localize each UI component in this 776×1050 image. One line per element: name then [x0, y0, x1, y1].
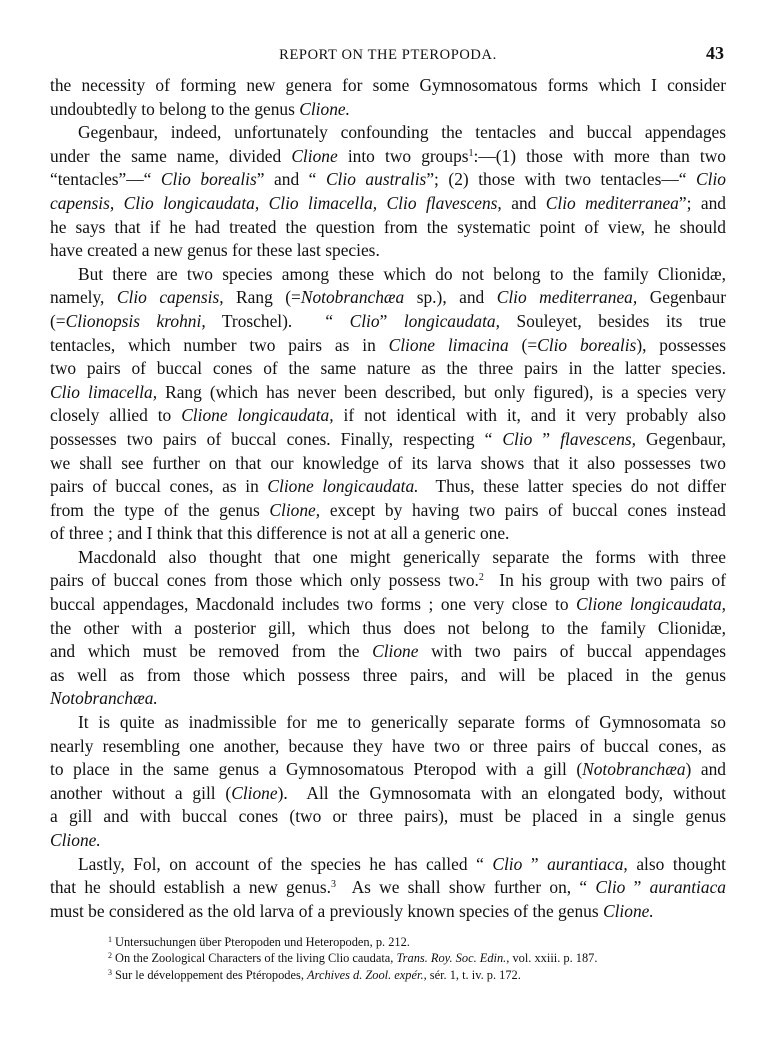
text-run: under the same name, divided [50, 145, 292, 166]
italic-text: Clione. [50, 830, 101, 850]
italic-text: Clio [492, 853, 523, 874]
text-run: ” [379, 310, 404, 331]
page-number: 43 [706, 43, 724, 63]
text-line [50, 404, 726, 428]
italic-text: Clio limacella, [50, 381, 158, 402]
footnote-marker: 1 [108, 935, 112, 944]
text-run: ” [625, 877, 650, 898]
text-line [50, 711, 726, 735]
italic-text: Clio borealis [537, 334, 637, 355]
text-line [50, 758, 726, 782]
italic-text: Clione longicaudata. [267, 476, 419, 497]
footnote-marker: 3 [108, 967, 112, 977]
text-line [50, 687, 726, 711]
text-run: if not identical with it, and it very probably also [333, 405, 726, 426]
text-line [50, 499, 726, 523]
text-run: Souleyet, besides its true [499, 310, 726, 331]
text-run: ), possesses [636, 334, 726, 355]
text-run: pairs of buccal cones from those which only possess two. [50, 570, 479, 591]
text-line [50, 640, 726, 664]
text-run: It is quite as inadmissible for me to generically separate forms of Gymnosomata so [78, 712, 726, 733]
text-run: , vol. xxiii. p. 187. [506, 951, 598, 966]
paragraph [50, 853, 726, 924]
italic-text: Clionopsis krohni, [65, 310, 206, 331]
text-run: closely allied to [50, 405, 182, 426]
text-line [50, 522, 726, 546]
italic-text: Clio [349, 310, 380, 331]
text-run: two pairs of buccal cones of the same nature as the three pairs in the latter species. [50, 358, 726, 379]
text-line [50, 145, 726, 169]
text-run: Untersuchungen über Pteropoden und Heteropoden, p. 212. [115, 935, 410, 949]
italic-text: Clione longicaudata, [181, 405, 334, 426]
text-run: from the type of the genus [50, 499, 270, 520]
text-line [50, 98, 726, 122]
footnotes [108, 934, 708, 983]
text-line [50, 216, 726, 240]
italic-text: capensis, Clio longicaudata, Clio limacella, Clio flavescens, [50, 192, 502, 213]
footnote [108, 950, 708, 966]
italic-text: flavescens, [560, 428, 637, 449]
italic-text: Clione limacina [388, 334, 509, 355]
text-run: also thought [627, 853, 726, 874]
text-run: (= [50, 310, 66, 331]
text-run: nearly resembling one another, because they have two or three pairs of buccal cones, as [50, 735, 726, 756]
text-line [50, 593, 726, 617]
text-run: Gegenbaur [637, 287, 726, 308]
text-run: the other with a posterior gill, which thus does not belong to the family Clionidæ, [50, 617, 726, 638]
text-run: As we shall show further on, “ [335, 877, 596, 898]
italic-text: Clio australis [325, 169, 427, 190]
text-run: we shall see further on that our knowledge of its larva shows that it also possesses two [50, 452, 726, 473]
italic-text: Clio mediterranea [545, 192, 679, 213]
text-run: pairs of buccal cones, as in [50, 476, 268, 497]
footnote [108, 934, 708, 950]
text-line [50, 74, 726, 98]
italic-text: Notobranchæa [300, 287, 405, 308]
text-line [50, 357, 726, 381]
text-run: have created a new genus for these last species. [50, 240, 380, 261]
text-run: namely, [50, 287, 117, 308]
text-run: (= [508, 334, 538, 355]
text-line [50, 263, 726, 287]
italic-text: Clione longicaudata, [576, 594, 726, 615]
text-line [50, 782, 726, 806]
text-run: possesses two pairs of buccal cones. Finally, respecting “ [50, 428, 503, 449]
text-run: Troschel). “ [205, 310, 350, 331]
italic-text: Clione. [602, 900, 654, 921]
italic-text: Clione, [269, 499, 321, 520]
text-line [50, 192, 726, 216]
text-line [50, 664, 726, 688]
text-run: But there are two species among these which do not belong to the family Clionidæ, [78, 263, 726, 284]
text-line [50, 876, 726, 900]
text-run: into two groups [337, 145, 469, 166]
italic-text: Clio borealis [160, 169, 257, 190]
text-run: that he should establish a new genus. [50, 877, 331, 898]
text-run: Gegenbaur, [636, 428, 726, 449]
text-line [50, 569, 726, 593]
text-line [50, 900, 726, 924]
text-line [50, 452, 726, 476]
text-line [50, 239, 726, 263]
text-line [50, 381, 726, 405]
italic-text: aurantiaca, [547, 853, 628, 874]
text-run: “tentacles”—“ [50, 169, 161, 190]
text-run: ”; (2) those with two tentacles—“ [426, 169, 697, 190]
text-run: , sér. 1, t. iv. p. 172. [423, 967, 521, 982]
italic-text: Trans. Roy. Soc. Edin. [396, 951, 507, 966]
text-run: tentacles, which number two pairs as in [50, 334, 389, 355]
text-line [50, 310, 726, 334]
italic-text: Clio [595, 877, 626, 898]
text-run: :—(1) those with more than two [473, 145, 726, 166]
paragraph [50, 74, 726, 121]
italic-text: Clio capensis, [116, 287, 224, 308]
text-run: with two pairs of buccal appendages [418, 641, 726, 662]
text-run: ). All the Gymnosomata with an elongated body, without [277, 782, 726, 803]
footnote-marker: 2 [108, 951, 112, 961]
text-line [50, 475, 726, 499]
text-run: Rang (which has never been described, but only figured), is a species very [157, 381, 726, 402]
text-run: Gegenbaur, indeed, unfortunately confounding the tentacles and buccal appendages [78, 122, 726, 143]
text-run: sp.), and [404, 287, 497, 308]
text-run: as well as from those which possess three pairs, and will be placed in the genus [50, 664, 726, 685]
text-line [50, 334, 726, 358]
text-run: he says that if he had treated the question from the systematic point of view, he should [50, 216, 726, 237]
italic-text: Notobranchæa [582, 759, 686, 780]
paragraph [50, 711, 726, 853]
text-run: ” [522, 853, 548, 874]
text-line [50, 121, 726, 145]
text-run: buccal appendages, Macdonald includes two forms ; one very close to [50, 594, 577, 615]
text-line [50, 428, 726, 452]
text-run: Macdonald also thought that one might generically separate the forms with three [78, 546, 726, 567]
italic-text: Clione [231, 782, 278, 803]
text-line [50, 829, 726, 853]
text-run: undoubtedly to belong to the genus [50, 98, 300, 119]
text-run: Rang (= [223, 287, 301, 308]
text-run: and which must be removed from the [50, 641, 373, 662]
text-run: another without a gill ( [50, 782, 232, 803]
italic-text: Clione [291, 145, 338, 166]
text-run: a gill and with buccal cones (two or three pairs), must be placed in a single genus [50, 806, 726, 827]
footnote-marker: 3 [330, 879, 336, 891]
footnote [108, 967, 708, 983]
running-head: REPORT ON THE PTEROPODA. [279, 47, 497, 63]
italic-text: Clio [502, 428, 533, 449]
italic-text: Clio mediterranea, [496, 287, 638, 308]
text-run: Thus, these latter species do not differ [418, 476, 726, 497]
text-line [50, 617, 726, 641]
italic-text: Clione. [299, 98, 350, 119]
text-run: must be considered as the old larva of a previously known species of the genus [50, 900, 603, 921]
paragraph [50, 263, 726, 546]
text-run: Sur le développement des Ptéropodes, [115, 967, 308, 982]
italic-text: Notobranchæa. [50, 688, 158, 709]
text-line [50, 853, 726, 877]
body-text [50, 74, 726, 923]
italic-text: aurantiaca [649, 877, 726, 898]
text-line [50, 805, 726, 829]
text-run: except by having two pairs of buccal cones instead [320, 499, 727, 520]
text-run: Lastly, Fol, on account of the species he has called “ [78, 853, 493, 874]
italic-text: longicaudata, [403, 310, 500, 331]
text-run: the necessity of forming new genera for some Gymnosomatous forms which I consider [50, 75, 726, 95]
text-run: ” [532, 428, 561, 449]
italic-text: Archives d. Zool. expér. [307, 967, 424, 982]
text-run: ” and “ [256, 169, 326, 190]
paragraph [50, 546, 726, 711]
paragraph [50, 121, 726, 263]
text-line [50, 546, 726, 570]
text-run: In his group with two pairs of [483, 570, 726, 591]
text-run: of three ; and I think that this difference is not at all a generic one. [50, 523, 510, 544]
italic-text: Clione [372, 641, 419, 662]
text-line [50, 286, 726, 310]
footnote-marker: 1 [468, 147, 474, 159]
text-run: On the Zoological Characters of the living Clio caudata, [115, 951, 397, 966]
text-line [50, 735, 726, 759]
italic-text: Clio [696, 169, 726, 190]
footnote-marker: 2 [478, 572, 484, 584]
text-run: to place in the same genus a Gymnosomatous Pteropod with a gill ( [50, 759, 583, 780]
text-run: and [501, 192, 546, 213]
text-run: ) and [685, 759, 727, 780]
text-line [50, 168, 726, 192]
text-run: ”; and [678, 192, 726, 213]
